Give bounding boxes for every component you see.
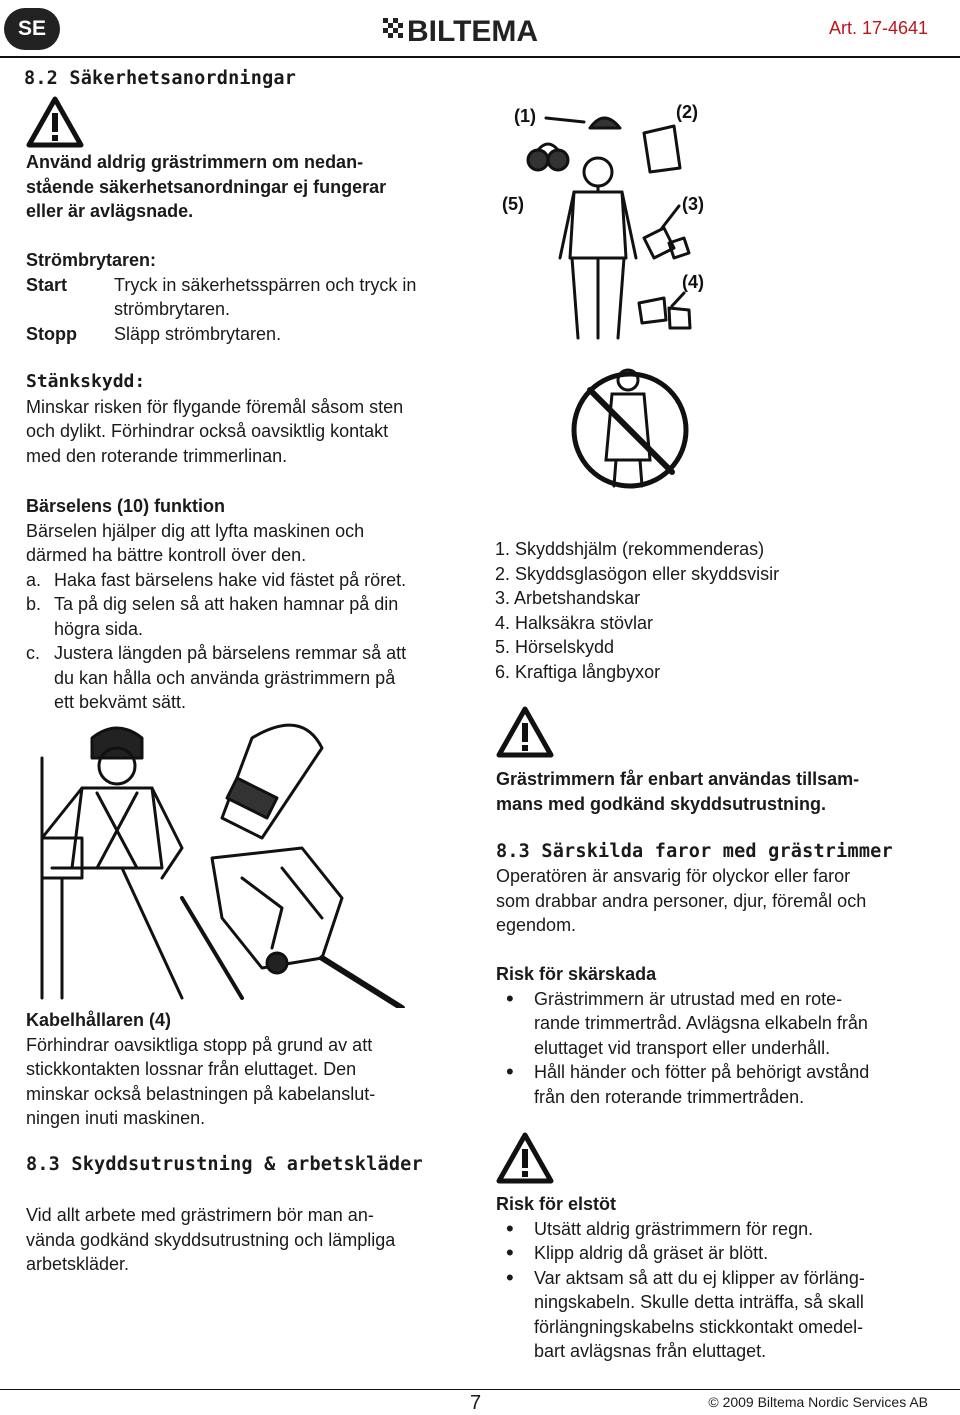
warning-icon [496, 1132, 554, 1184]
equipment-item: 1. Skyddshjälm (rekommenderas) [495, 539, 765, 559]
list-item: • Klipp aldrig då gräset är blött. [496, 1241, 936, 1266]
equipment-warning-text: Grästrimmern får enbart användas tillsam- mans med godkänd skyddsutrustning. [496, 769, 860, 814]
equipment-item: 3. Arbetshandskar [495, 588, 641, 608]
harness-section: Bärselens (10) funktion Bärselen hjälper dig att lyfta maskinen och därmed ha bättre kontroll över den. a. Haka fast bärselens hake vid fästet på röret. b. Ta på dig selen så att haken hamnar på din högra sida. c. Justera längden på bärselens remmar så att du kan hålla och använda grästrimmern på ett bekvämt sätt. [26, 494, 476, 715]
cut-risk-section [496, 962, 936, 1109]
figure-label-1: (1) [514, 106, 536, 126]
harness-step-a: a. Haka fast bärselens hake vid fästet på röret. [26, 569, 407, 590]
switch-section [26, 248, 476, 346]
electric-shock-section [496, 1192, 936, 1364]
cable-holder-section: Kabelhållaren (4) Förhindrar oavsiktliga stopp på grund av att stickkontakten lossnar från eluttaget. Den minskar också belastningen på kabelanslut- ningen inuti maskinen. [26, 1010, 376, 1128]
list-item: • Grästrimmern är utrustad med en rote- rande trimmertråd. Avlägsna elkabeln från eluttaget vid transport eller underhåll. [496, 987, 936, 1061]
list-item: • Håll händer och fötter på behörigt avstånd från den roterande trimmertråden. [496, 1060, 936, 1109]
protective-equipment-figure [494, 88, 734, 353]
figure-label-4: (4) [682, 272, 704, 292]
cut-risk-title: Risk för skärskada [496, 964, 657, 984]
article-number: Art. 17-4641 [828, 18, 928, 38]
header-divider [0, 56, 960, 58]
figure-label-5: (5) [502, 194, 524, 214]
list-item: • Var aktsam så att du ej klipper av förläng- ningskabeln. Skulle detta inträffa, så skall förlängningskabelns stickkontakt omedel- bart avlägsnas från eluttaget. [496, 1266, 936, 1364]
cable-holder-title: Kabelhållaren (4) [26, 1010, 172, 1030]
equipment-item: 5. Hörselskydd [495, 637, 615, 657]
warning-icon [496, 706, 554, 758]
figure-label-3: (3) [682, 194, 704, 214]
safety-warning-text: Använd aldrig grästrimmern om nedan- stående säkerhetsanordningar ej fungerar eller är avlägsnade. [26, 152, 387, 221]
stop-text: Släpp strömbrytaren. [114, 323, 282, 344]
harness-step-b: b. Ta på dig selen så att haken hamnar på din högra sida. [26, 594, 399, 639]
stop-label: Stopp [26, 323, 77, 344]
equipment-list [495, 537, 779, 684]
footer-divider [0, 1389, 960, 1390]
section-8-3-title: 8.3 Skyddsutrustning & arbetskläder [26, 1154, 423, 1175]
no-loose-clothing-icon [568, 360, 692, 499]
start-text: Tryck in säkerhetsspärren och tryck in strömbrytaren. [114, 274, 417, 319]
harness-illustration [22, 718, 452, 1013]
splash-guard-section: Stänkskydd: Minskar risken för flygande föremål såsom sten och dylikt. Förhindrar också oavsiktlig kontakt med den roterande trimmerlinan. [26, 371, 404, 466]
switch-title: Strömbrytaren: [26, 250, 157, 270]
section-8-3-text: Vid allt arbete med grästrimern bör man an- vända godkänd skyddsutrustning och lämpliga arbetskläder. [26, 1205, 396, 1274]
biltema-logo [383, 12, 579, 46]
equipment-item: 4. Halksäkra stövlar [495, 612, 654, 633]
shock-risk-title: Risk för elstöt [496, 1194, 617, 1214]
harness-title: Bärselens (10) funktion [26, 496, 226, 516]
equipment-item: 2. Skyddsglasögon eller skyddsvisir [495, 563, 780, 584]
brand-name: BILTEMA [407, 15, 539, 46]
language-badge: SE [4, 8, 60, 50]
warning-icon [26, 96, 84, 148]
equipment-item: 6. Kraftiga långbyxor [495, 661, 661, 682]
section-8-3-special-text: Operatören är ansvarig för olyckor eller faror som drabbar andra personer, djur, föremål och egendom. [496, 866, 867, 935]
page-number: 7 [470, 1392, 482, 1414]
harness-step-c: c. Justera längden på bärselens remmar så att du kan hålla och använda grästrimmern på ett bekvämt sätt. [26, 643, 407, 712]
list-item: • Utsätt aldrig grästrimmern för regn. [496, 1217, 936, 1242]
section-8-3-special-title: 8.3 Särskilda faror med grästrimmer [496, 841, 893, 862]
start-label: Start [26, 274, 68, 295]
figure-label-2: (2) [676, 102, 698, 122]
splash-title: Stänkskydd: [26, 371, 146, 392]
copyright-notice: © 2009 Biltema Nordic Services AB [708, 1394, 928, 1410]
section-8-2-title: 8.2 Säkerhetsanordningar [24, 68, 297, 89]
